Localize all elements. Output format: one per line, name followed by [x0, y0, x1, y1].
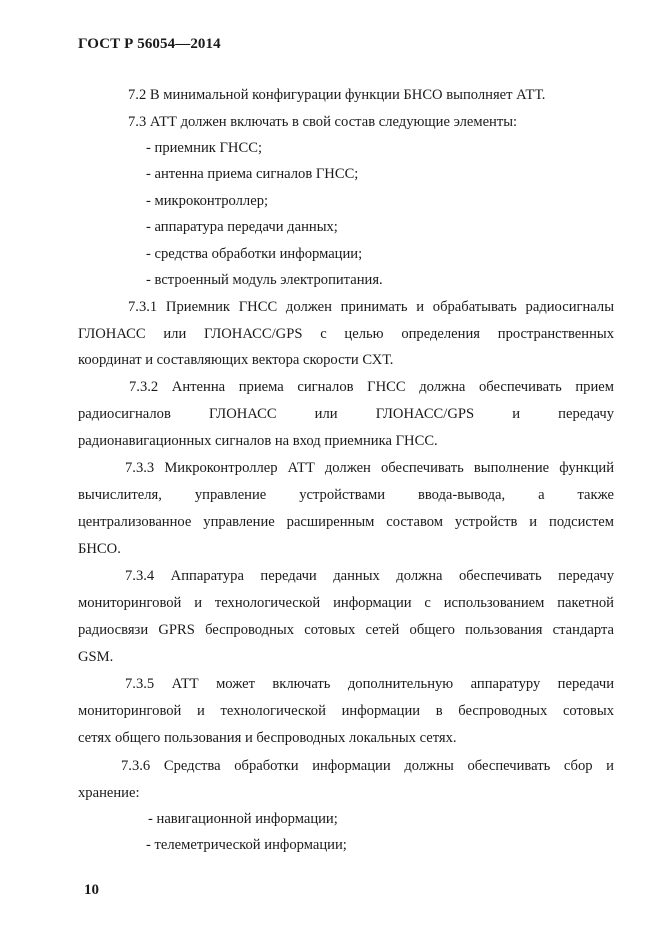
paragraph-line: 7.3.2 Антенна приема сигналов ГНСС должна обеспечивать прием — [129, 379, 614, 395]
paragraph-line: ГЛОНАСС или ГЛОНАСС/GPS с целью определения пространственных — [78, 326, 614, 342]
list-item: - микроконтроллер; — [146, 193, 269, 209]
list-item: - аппаратура передачи данных; — [146, 219, 338, 235]
list-item: - навигационной информации; — [148, 811, 338, 827]
paragraph-line: мониторинговой и технологической информации с использованием пакетной — [78, 595, 614, 611]
paragraph-line: 7.3.6 Средства обработки информации должны обеспечивать сбор и — [121, 758, 614, 774]
paragraph-line: хранение: — [78, 785, 140, 801]
paragraph-line: радионавигационных сигналов на вход приемника ГНСС. — [78, 433, 438, 449]
paragraph-7-3: 7.3 АТТ должен включать в свой состав следующие элементы: — [128, 114, 518, 130]
page-number: 10 — [84, 882, 99, 898]
paragraph-line: координат и составляющих вектора скорости СХТ. — [78, 352, 394, 368]
paragraph-line: радиосигналов ГЛОНАСС или ГЛОНАСС/GPS и передачу — [78, 406, 614, 422]
list-item: - телеметрической информации; — [146, 837, 347, 853]
standard-header: ГОСТ Р 56054—2014 — [78, 36, 221, 52]
paragraph-line: мониторинговой и технологической информации в беспроводных сотовых — [78, 703, 614, 719]
paragraph-7-2: 7.2 В минимальной конфигурации функции БНСО выполняет АТТ. — [128, 87, 546, 103]
paragraph-line: 7.3.3 Микроконтроллер АТТ должен обеспечивать выполнение функций — [125, 460, 614, 476]
paragraph-line: 7.3.4 Аппаратура передачи данных должна обеспечивать передачу — [125, 568, 614, 584]
list-item: - средства обработки информации; — [146, 246, 363, 262]
paragraph-line: централизованное управление расширенным составом устройств и подсистем — [78, 514, 614, 530]
list-item: - антенна приема сигналов ГНСС; — [146, 166, 359, 182]
paragraph-line: 7.3.1 Приемник ГНСС должен принимать и обрабатывать радиосигналы — [128, 299, 614, 315]
paragraph-line: радиосвязи GPRS беспроводных сотовых сетей общего пользования стандарта — [78, 622, 614, 638]
paragraph-line: сетях общего пользования и беспроводных локальных сетях. — [78, 730, 457, 746]
paragraph-line: 7.3.5 АТТ может включать дополнительную аппаратуру передачи — [125, 676, 614, 692]
paragraph-line: GSM. — [78, 649, 114, 665]
paragraph-line: вычислителя, управление устройствами ввода-вывода, а также — [78, 487, 614, 503]
list-item: - встроенный модуль электропитания. — [146, 272, 383, 288]
paragraph-line: БНСО. — [78, 541, 121, 557]
list-item: - приемник ГНСС; — [146, 140, 262, 156]
